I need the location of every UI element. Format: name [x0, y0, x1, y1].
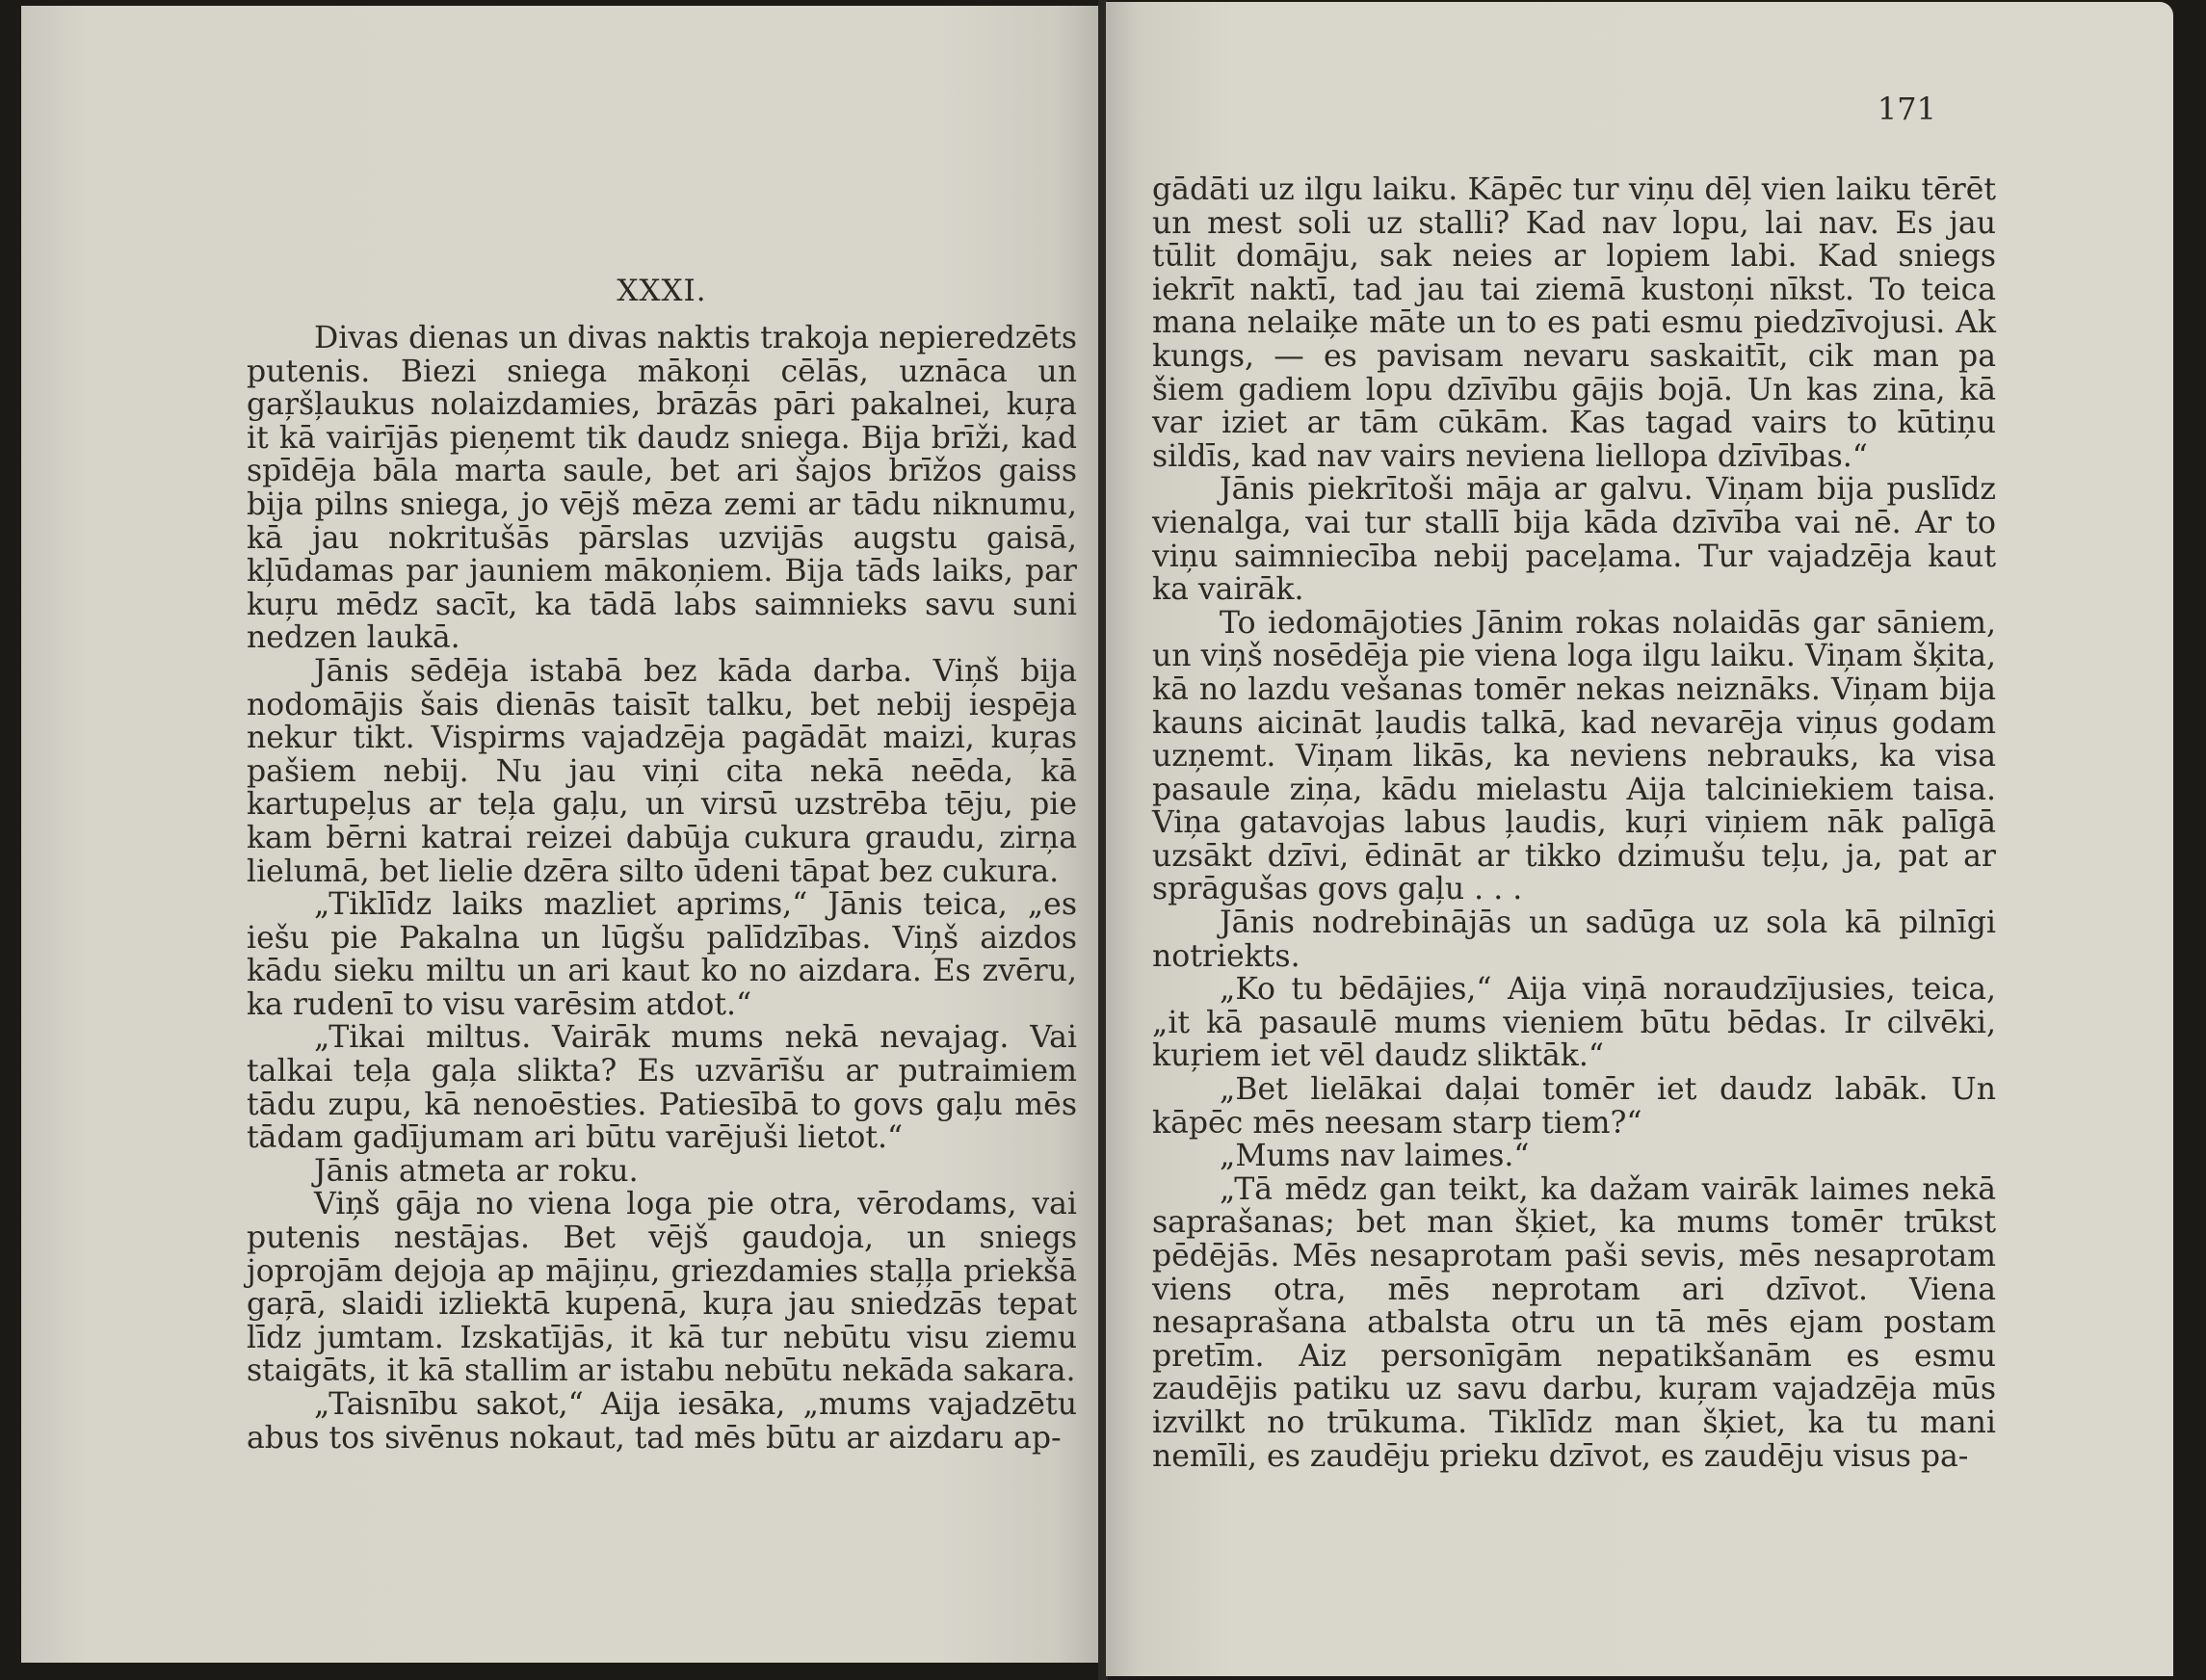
paragraph: Viņš gāja no viena loga pie otra, vērodams, vai putenis nestājas. Bet vējš gaudoja, un sniegs joprojām dejoja ap mājiņu, griezdamies staļļa priekšā gaŗā, slaidi izliektā kupenā, kuŗa jau sniedzās tepat līdz jumtam. Izskatījās, it kā tur nebūtu visu ziemu staigāts, it kā stallim ar istabu nebūtu nekāda sakara.: [247, 1187, 1077, 1389]
paragraph: Jānis sēdēja istabā bez kāda darba. Viņš bija nodomājis šais dienās taisīt talku, bet nebij iespēja nekur tikt. Vispirms vajadzēja pagādāt maizi, kuŗas pašiem nebij. Nu jau viņi cita nekā neēda, kā kartupeļus ar teļa gaļu, un virsū uzstrēba tēju, pie kam bērni katrai reizei dabūja cukura graudu, zirņa lielumā, bet lielie dzēra silto ūdeni tāpat bez cukura.: [247, 653, 1077, 889]
paragraph: „Tā mēdz gan teikt, ka dažam vairāk laimes nekā saprašanas; bet man šķiet, ka mums tomēr trūkst pēdējās. Mēs nesaprotam paši sevis, mēs nesaprotam viens otra, mēs neprotam ari dzīvot. Viena nesaprašana atbalsta otru un tā mēs ejam postam pretīm. Aiz personīgām nepatikšanām es esmu zaudējis patiku uz savu darbu, kuŗam vajadzēja mūs izvilkt no trūkuma. Tiklīdz man šķiet, ka tu mani nemīli, es zaudēju prieku dzīvot, es zaudēju visus pa-: [1152, 1171, 1996, 1474]
paragraph: To iedomājoties Jānim rokas nolaidās gar sāniem, un viņš nosēdēja pie viena loga ilgu laiku. Viņam šķita, kā no lazdu vešanas tomēr nekas neiznāks. Viņam bija kauns aicināt ļaudis talkā, kad nevarēja viņus godam uzņemt. Viņam likās, ka neviens nebrauks, ka visa pasaule ziņa, kādu mielastu Aija talciniekiem taisa. Viņa gatavojas labus ļaudis, kuŗi viņiem nāk palīgā uzsākt dzīvi, ēdināt ar tikko dzimušu teļu, ja, pat ar sprāgušas govs gaļu . . .: [1152, 605, 1996, 907]
paragraph: „Bet lielākai daļai tomēr iet daudz labāk. Un kāpēc mēs neesam starp tiem?“: [1152, 1072, 1996, 1141]
paragraph: „Mums nav laimes.“: [1220, 1139, 1530, 1174]
left-page-text: [247, 322, 1077, 1455]
page-number: 171: [1877, 91, 1936, 127]
paragraph: „Tiklīdz laiks mazliet aprims,“ Jānis teica, „es iešu pie Pakalna un lūgšu palīdzības. Viņš aizdos kādu sieku miltu un ari kaut ko no aizdara. Es zvēru, ka rudenī to visu varēsim atdot.“: [247, 887, 1077, 1022]
chapter-heading: XXXI.: [617, 274, 707, 308]
paragraph: Jānis atmeta ar roku.: [314, 1153, 639, 1189]
paragraph: „Ko tu bēdājies,“ Aija viņā noraudzījusies, teica, „it kā pasaulē mums vieniem būtu bēdas. Ir cilvēki, kuŗiem iet vēl daudz sliktāk.“: [1152, 972, 1996, 1074]
right-page: [1106, 2, 2173, 1676]
paragraph: Jānis nodrebinājās un sadūga uz sola kā pilnīgi notriekts.: [1152, 906, 1996, 974]
paragraph: „Tikai miltus. Vairāk mums nekā nevajag. Vai talkai teļa gaļa slikta? Es uzvārīšu ar putraimiem tādu zupu, kā nenoēsties. Patiesībā to govs gaļu mēs tādam gadījumam ari būtu varējuši lietot.“: [247, 1020, 1077, 1156]
paragraph: Jānis piekrītoši māja ar galvu. Viņam bija puslīdz vienalga, vai tur stallī bija kāda dzīvība vai nē. Ar to viņu saimniecība nebij paceļama. Tur vajadzēja kaut ka vairāk.: [1152, 472, 1996, 608]
paragraph: „Taisnību sakot,“ Aija iesāka, „mums vajadzētu abus tos sivēnus nokaut, tad mēs būtu ar aizdaru ap-: [247, 1387, 1077, 1456]
left-page: [21, 6, 1100, 1663]
paragraph: gādāti uz ilgu laiku. Kāpēc tur viņu dēļ vien laiku tērēt un mest soli uz stalli? Kad nav lopu, lai nav. Es jau tūlit domāju, sak neies ar lopiem labi. Kad sniegs iekrīt naktī, tad jau tai ziemā kustoņi nīkst. To teica mana nelaiķe māte un to es pati esmu piedzīvojusi. Ak kungs, — es pavisam nevaru saskaitīt, cik man pa šiem gadiem lopu dzīvību gājis bojā. Un kas zina, kā var iziet ar tām cūkām. Kas tagad vairs to kūtiņu sildīs, kad nav vairs neviena liellopa dzīvības.“: [1152, 172, 1996, 474]
right-page-text: [1152, 173, 1996, 1473]
paragraph: Divas dienas un divas naktis trakoja nepieredzēts putenis. Biezi sniega mākoņi cēlās, uznāca un gaŗšļaukus nolaizdamies, brāzās pāri pakalnei, kuŗa it kā vairījās pieņemt tik daudz sniega. Bija brīži, kad spīdēja bāla marta saule, bet ari šajos brīžos gaiss bija pilns sniega, jo vējš mēza zemi ar tādu niknumu, kā jau nokritušās pārslas uzvijās augstu gaisā, kļūdamas par jauniem mākoņiem. Bija tāds laiks, par kuŗu mēdz sacīt, ka tādā labs saimnieks savu suni nedzen laukā.: [247, 321, 1077, 656]
